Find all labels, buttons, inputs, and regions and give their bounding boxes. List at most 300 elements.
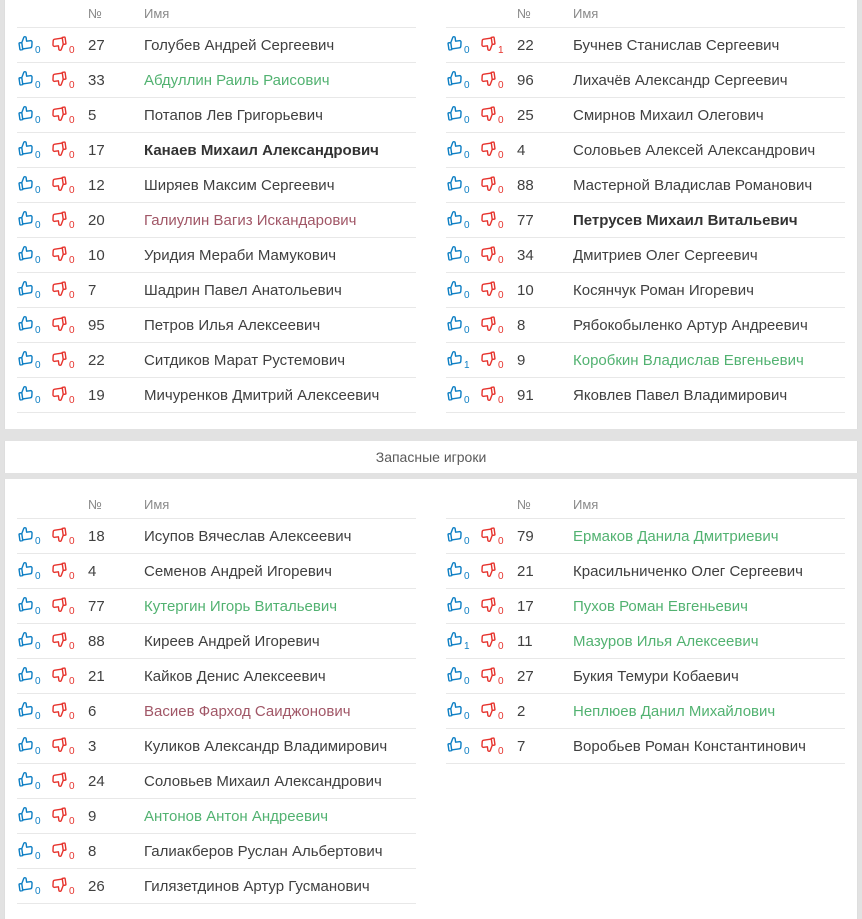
substitute-players-table-left [17,491,416,904]
player-name[interactable]: Кутергин Игорь Витальевич [144,589,416,624]
player-row [446,694,845,729]
roster-column-right [446,0,845,413]
thumbs-up-icon [17,631,34,651]
player-name[interactable]: Бучнев Станислав Сергеевич [573,28,845,63]
player-name[interactable]: Неплюев Данил Михайлович [573,694,845,729]
player-row [17,869,416,904]
player-name[interactable]: Соловьев Алексей Александрович [573,133,845,168]
thumbs-up-count: 1 [464,359,470,371]
player-row [446,729,845,764]
thumbs-up-icon [17,385,34,405]
player-row [446,28,845,63]
thumbs-down-icon [51,175,68,195]
player-name[interactable]: Мазуров Илья Алексеевич [573,624,845,659]
thumbs-up-icon [17,841,34,861]
thumbs-up-button[interactable] [446,175,470,195]
substitute-players-section [4,479,858,919]
player-row [17,308,416,343]
player-row [17,764,416,799]
thumbs-up-icon [446,526,463,546]
player-row [17,238,416,273]
player-name[interactable]: Лихачёв Александр Сергеевич [573,63,845,98]
thumbs-up-icon [446,105,463,125]
thumbs-up-button[interactable] [446,350,470,370]
player-number: 21 [88,659,144,694]
thumbs-down-button[interactable] [480,105,504,125]
thumbs-up-button[interactable] [17,701,41,721]
thumbs-down-icon [51,736,68,756]
thumbs-up-icon [446,701,463,721]
player-number: 18 [88,519,144,554]
player-row [446,554,845,589]
player-number: 8 [88,834,144,869]
thumbs-up-button[interactable] [446,35,470,55]
player-number: 11 [517,624,573,659]
thumbs-down-icon [480,561,497,581]
thumbs-down-count: 0 [498,79,504,91]
thumbs-up-button[interactable] [17,210,41,230]
player-name[interactable]: Соловьев Михаил Александрович [144,764,416,799]
thumbs-down-icon [480,315,497,335]
player-row [446,343,845,378]
thumbs-up-button[interactable] [17,280,41,300]
thumbs-down-count: 0 [69,885,75,897]
thumbs-down-button[interactable] [51,35,75,55]
player-name[interactable]: Яковлев Павел Владимирович [573,378,845,413]
thumbs-up-count: 0 [35,79,41,91]
player-number: 7 [88,273,144,308]
thumbs-down-icon [51,35,68,55]
player-name[interactable]: Красильниченко Олег Сергеевич [573,554,845,589]
player-number: 20 [88,203,144,238]
thumbs-down-count: 0 [69,394,75,406]
thumbs-down-count: 0 [498,359,504,371]
thumbs-up-count: 0 [35,114,41,126]
thumbs-up-button[interactable] [17,315,41,335]
thumbs-up-icon [446,70,463,90]
thumbs-down-button[interactable] [480,350,504,370]
thumbs-up-count: 0 [464,254,470,266]
thumbs-up-button[interactable] [17,736,41,756]
thumbs-down-button[interactable] [51,806,75,826]
thumbs-up-icon [446,350,463,370]
thumbs-down-icon [51,561,68,581]
thumbs-up-count: 0 [35,535,41,547]
thumbs-down-count: 0 [498,745,504,757]
player-number: 34 [517,238,573,273]
thumbs-down-button[interactable] [51,385,75,405]
player-number: 7 [517,729,573,764]
player-name[interactable]: Косянчук Роман Игоревич [573,273,845,308]
thumbs-up-count: 0 [464,570,470,582]
thumbs-up-button[interactable] [17,70,41,90]
player-row [17,343,416,378]
thumbs-down-count: 0 [498,710,504,722]
thumbs-down-count: 0 [69,254,75,266]
player-name[interactable]: Кайков Денис Алексеевич [144,659,416,694]
player-row [446,273,845,308]
thumbs-down-icon [480,70,497,90]
player-row [446,659,845,694]
player-name[interactable]: Ермаков Данила Дмитриевич [573,519,845,554]
thumbs-down-count: 0 [498,114,504,126]
player-name[interactable]: Куликов Александр Владимирович [144,729,416,764]
player-name[interactable]: Семенов Андрей Игоревич [144,554,416,589]
thumbs-down-count: 0 [498,324,504,336]
thumbs-up-count: 0 [35,184,41,196]
thumbs-up-button[interactable] [446,315,470,335]
thumbs-down-count: 0 [498,675,504,687]
thumbs-up-button[interactable] [17,561,41,581]
thumbs-up-button[interactable] [446,736,470,756]
thumbs-up-icon [17,876,34,896]
player-number: 22 [88,343,144,378]
thumbs-down-button[interactable] [51,70,75,90]
player-row [17,63,416,98]
thumbs-down-count: 0 [69,815,75,827]
thumbs-up-icon [446,736,463,756]
player-name[interactable]: Петрусев Михаил Витальевич [573,203,845,238]
player-row [446,519,845,554]
thumbs-up-icon [446,280,463,300]
column-header-name: Имя [573,491,845,519]
player-number: 6 [88,694,144,729]
thumbs-down-count: 0 [69,780,75,792]
thumbs-up-button[interactable] [446,631,470,651]
thumbs-up-icon [446,175,463,195]
thumbs-down-button[interactable] [480,631,504,651]
player-number: 5 [88,98,144,133]
thumbs-up-button[interactable] [446,245,470,265]
player-name[interactable]: Букия Темури Кобаевич [573,659,845,694]
thumbs-down-count: 0 [69,570,75,582]
thumbs-down-count: 0 [498,570,504,582]
thumbs-up-icon [446,385,463,405]
player-name[interactable]: Петров Илья Алексеевич [144,308,416,343]
thumbs-up-button[interactable] [17,771,41,791]
thumbs-up-icon [17,771,34,791]
thumbs-down-button[interactable] [480,561,504,581]
thumbs-down-button[interactable] [51,841,75,861]
thumbs-up-button[interactable] [17,631,41,651]
thumbs-up-button[interactable] [446,280,470,300]
thumbs-up-button[interactable] [446,105,470,125]
thumbs-down-button[interactable] [480,245,504,265]
thumbs-down-button[interactable] [480,526,504,546]
thumbs-down-icon [480,245,497,265]
thumbs-down-count: 0 [69,149,75,161]
thumbs-up-button[interactable] [17,841,41,861]
substitutes-section-title: Запасные игроки [375,449,487,465]
thumbs-down-count: 0 [498,640,504,652]
thumbs-down-icon [51,280,68,300]
thumbs-up-count: 0 [464,149,470,161]
thumbs-up-icon [17,105,34,125]
player-name[interactable]: Киреев Андрей Игоревич [144,624,416,659]
thumbs-down-button[interactable] [480,280,504,300]
column-header-name: Имя [573,0,845,28]
column-header-name: Имя [144,0,416,28]
thumbs-up-count: 0 [464,184,470,196]
player-row [17,729,416,764]
thumbs-down-button[interactable] [480,736,504,756]
player-number: 10 [517,273,573,308]
thumbs-up-button[interactable] [17,175,41,195]
column-header-number: № [88,491,144,519]
thumbs-down-button[interactable] [51,666,75,686]
thumbs-down-count: 0 [69,710,75,722]
thumbs-up-count: 0 [35,289,41,301]
thumbs-down-button[interactable] [51,280,75,300]
player-row [17,133,416,168]
player-name[interactable]: Мастерной Владислав Романович [573,168,845,203]
thumbs-down-button[interactable] [51,876,75,896]
thumbs-up-icon [17,666,34,686]
player-number: 2 [517,694,573,729]
thumbs-up-button[interactable] [17,105,41,125]
player-row [17,834,416,869]
thumbs-down-icon [51,210,68,230]
player-name[interactable]: Пухов Роман Евгеньевич [573,589,845,624]
thumbs-down-icon [51,140,68,160]
thumbs-down-icon [51,806,68,826]
thumbs-up-icon [446,245,463,265]
thumbs-down-button[interactable] [51,701,75,721]
player-name[interactable]: Голубев Андрей Сергеевич [144,28,416,63]
player-row [446,168,845,203]
thumbs-up-button[interactable] [17,35,41,55]
player-name[interactable]: Шадрин Павел Анатольевич [144,273,416,308]
thumbs-down-button[interactable] [51,315,75,335]
player-number: 21 [517,554,573,589]
thumbs-up-button[interactable] [17,596,41,616]
thumbs-down-button[interactable] [480,175,504,195]
thumbs-up-count: 1 [464,640,470,652]
thumbs-up-icon [17,35,34,55]
player-number: 9 [517,343,573,378]
player-name[interactable]: Ширяев Максим Сергеевич [144,168,416,203]
player-row [446,378,845,413]
player-name[interactable]: Воробьев Роман Константинович [573,729,845,764]
thumbs-down-icon [480,175,497,195]
thumbs-down-count: 0 [498,605,504,617]
player-name[interactable]: Коробкин Владислав Евгеньевич [573,343,845,378]
thumbs-up-button[interactable] [17,526,41,546]
thumbs-down-count: 0 [69,79,75,91]
thumbs-down-button[interactable] [480,315,504,335]
thumbs-down-button[interactable] [480,35,504,55]
thumbs-down-button[interactable] [480,701,504,721]
thumbs-up-button[interactable] [446,596,470,616]
thumbs-down-button[interactable] [51,245,75,265]
thumbs-up-icon [17,736,34,756]
player-name[interactable]: Канаев Михаил Александрович [144,133,416,168]
player-name[interactable]: Дмитриев Олег Сергеевич [573,238,845,273]
player-name[interactable]: Антонов Антон Андреевич [144,799,416,834]
thumbs-up-icon [446,140,463,160]
player-number: 26 [88,869,144,904]
thumbs-up-count: 0 [35,254,41,266]
thumbs-up-count: 0 [35,605,41,617]
player-number: 88 [88,624,144,659]
thumbs-down-count: 0 [498,289,504,301]
thumbs-up-button[interactable] [446,140,470,160]
player-name[interactable]: Галиакберов Руслан Альбертович [144,834,416,869]
thumbs-up-button[interactable] [446,70,470,90]
thumbs-up-button[interactable] [17,385,41,405]
thumbs-down-button[interactable] [480,385,504,405]
section-gap [0,429,862,441]
player-row [446,98,845,133]
thumbs-up-count: 0 [35,570,41,582]
thumbs-up-icon [17,245,34,265]
player-row [17,378,416,413]
thumbs-up-count: 0 [35,675,41,687]
thumbs-down-button[interactable] [480,210,504,230]
column-header-number: № [88,0,144,28]
player-name[interactable]: Гилязетдинов Артур Гусманович [144,869,416,904]
player-row [446,203,845,238]
player-number: 77 [88,589,144,624]
player-number: 27 [517,659,573,694]
player-row [17,203,416,238]
starting-players-section [4,0,858,429]
thumbs-up-button[interactable] [446,385,470,405]
roster-column-right [446,491,845,904]
roster-header-row [17,0,416,28]
thumbs-down-icon [480,596,497,616]
thumbs-down-icon [480,385,497,405]
thumbs-down-icon [480,666,497,686]
thumbs-down-icon [480,701,497,721]
thumbs-down-button[interactable] [480,70,504,90]
thumbs-down-count: 0 [69,184,75,196]
thumbs-down-button[interactable] [480,140,504,160]
player-name[interactable]: Васиев Фарход Саиджонович [144,694,416,729]
player-row [17,519,416,554]
thumbs-down-count: 0 [69,359,75,371]
thumbs-up-count: 0 [464,710,470,722]
thumbs-down-count: 0 [69,324,75,336]
thumbs-up-icon [17,315,34,335]
thumbs-up-button[interactable] [446,210,470,230]
thumbs-down-button[interactable] [51,175,75,195]
player-name[interactable]: Уридия Мераби Мамукович [144,238,416,273]
thumbs-down-button[interactable] [51,105,75,125]
thumbs-down-button[interactable] [51,736,75,756]
thumbs-up-button[interactable] [17,806,41,826]
player-name[interactable]: Мичуренков Дмитрий Алексеевич [144,378,416,413]
thumbs-down-button[interactable] [51,561,75,581]
thumbs-up-button[interactable] [17,666,41,686]
thumbs-up-button[interactable] [17,350,41,370]
thumbs-down-button[interactable] [51,631,75,651]
roster-header-row [446,0,845,28]
thumbs-down-icon [480,280,497,300]
thumbs-down-icon [51,350,68,370]
thumbs-down-button[interactable] [51,350,75,370]
thumbs-up-button[interactable] [446,526,470,546]
thumbs-up-count: 0 [464,745,470,757]
player-name[interactable]: Смирнов Михаил Олегович [573,98,845,133]
roster-column-left [17,491,416,904]
player-number: 19 [88,378,144,413]
player-name[interactable]: Ситдиков Марат Рустемович [144,343,416,378]
thumbs-down-button[interactable] [51,210,75,230]
thumbs-down-button[interactable] [51,526,75,546]
player-name[interactable]: Рябокобыленко Артур Андреевич [573,308,845,343]
thumbs-down-count: 0 [69,289,75,301]
thumbs-down-button[interactable] [480,596,504,616]
thumbs-up-button[interactable] [446,561,470,581]
thumbs-up-count: 0 [464,605,470,617]
thumbs-down-count: 0 [69,850,75,862]
thumbs-down-count: 0 [69,114,75,126]
player-name[interactable]: Абдуллин Раиль Раисович [144,63,416,98]
thumbs-up-button[interactable] [17,140,41,160]
thumbs-down-icon [51,701,68,721]
thumbs-up-icon [17,561,34,581]
player-number: 4 [517,133,573,168]
player-name[interactable]: Потапов Лев Григорьевич [144,98,416,133]
thumbs-up-count: 0 [464,114,470,126]
thumbs-up-button[interactable] [446,701,470,721]
player-number: 25 [517,98,573,133]
thumbs-down-button[interactable] [51,140,75,160]
thumbs-up-icon [446,561,463,581]
player-number: 88 [517,168,573,203]
player-number: 79 [517,519,573,554]
thumbs-up-icon [17,806,34,826]
roster-header-row [446,491,845,519]
thumbs-down-count: 0 [498,254,504,266]
thumbs-up-button[interactable] [17,245,41,265]
player-number: 17 [88,133,144,168]
player-name[interactable]: Галиулин Вагиз Искандарович [144,203,416,238]
thumbs-down-count: 1 [498,44,504,56]
thumbs-down-count: 0 [498,394,504,406]
thumbs-up-count: 0 [464,535,470,547]
thumbs-up-icon [446,666,463,686]
thumbs-up-count: 0 [35,885,41,897]
thumbs-down-icon [51,526,68,546]
thumbs-down-button[interactable] [480,666,504,686]
starting-players-columns [17,0,845,413]
thumbs-up-count: 0 [35,149,41,161]
thumbs-up-button[interactable] [446,666,470,686]
thumbs-up-button[interactable] [17,876,41,896]
thumbs-down-icon [51,70,68,90]
thumbs-up-count: 0 [35,850,41,862]
thumbs-down-button[interactable] [51,771,75,791]
thumbs-up-count: 0 [464,394,470,406]
thumbs-down-count: 0 [69,675,75,687]
player-row [446,133,845,168]
thumbs-down-count: 0 [69,640,75,652]
player-number: 9 [88,799,144,834]
thumbs-up-count: 0 [35,394,41,406]
player-number: 27 [88,28,144,63]
player-number: 24 [88,764,144,799]
starting-players-table-right [446,0,845,413]
player-name[interactable]: Исупов Вячеслав Алексеевич [144,519,416,554]
thumbs-up-icon [17,596,34,616]
thumbs-down-icon [51,315,68,335]
player-number: 33 [88,63,144,98]
thumbs-down-button[interactable] [51,596,75,616]
player-number: 8 [517,308,573,343]
thumbs-up-count: 0 [464,289,470,301]
